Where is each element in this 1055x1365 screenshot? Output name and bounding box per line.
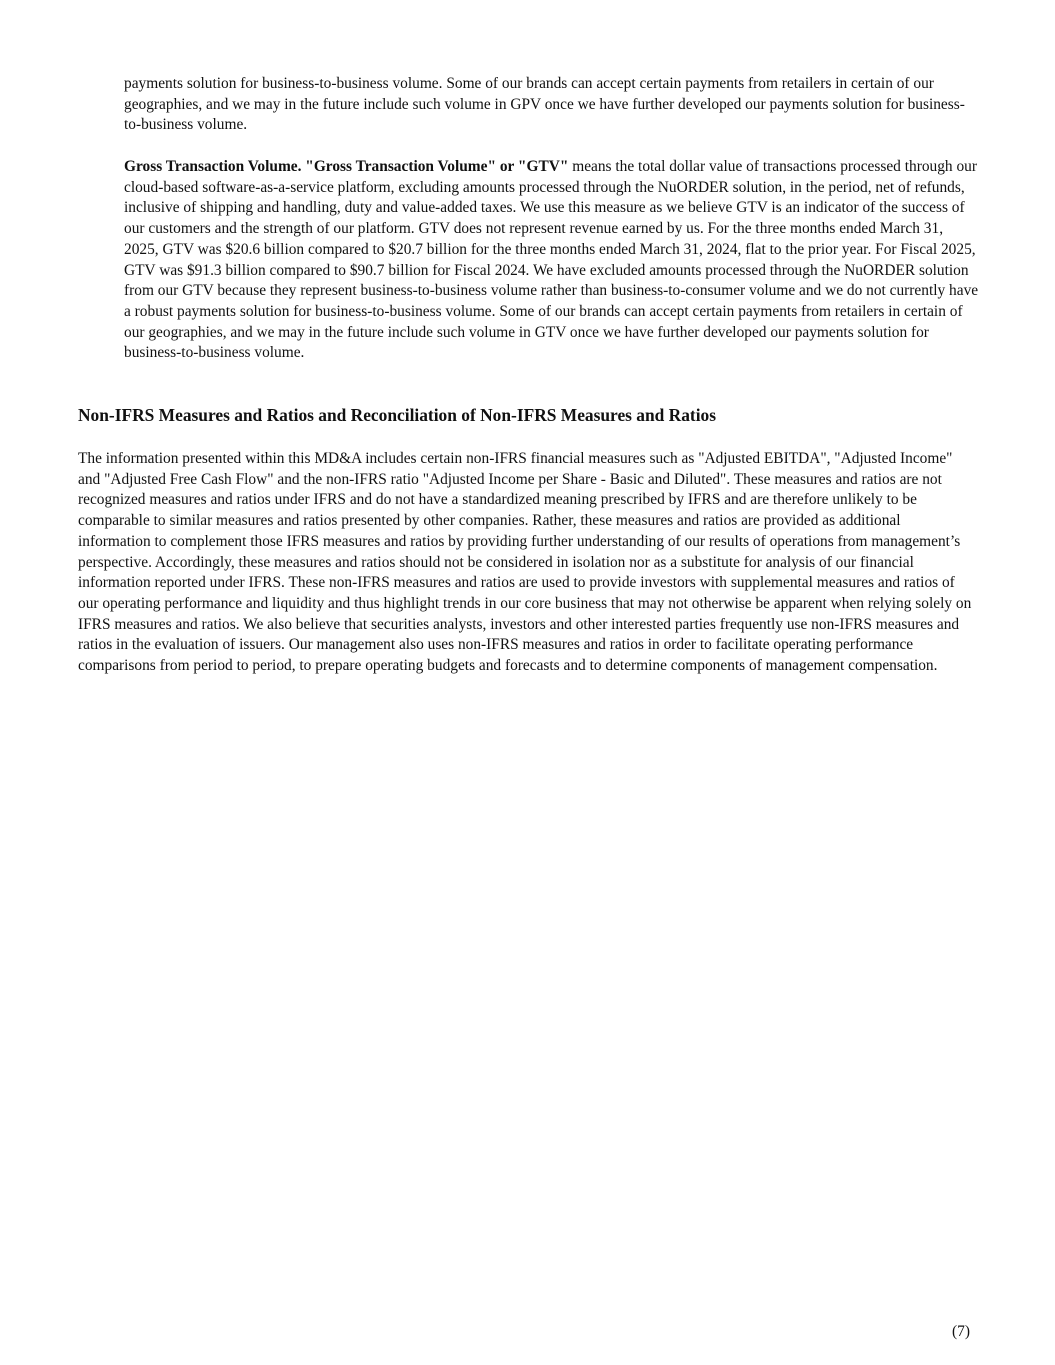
gtv-term: Gross Transaction Volume. "Gross Transaction Volume" or "GTV" [124, 158, 569, 175]
non-ifrs-intro-paragraph: The information presented within this MD&A includes certain non-IFRS financial measures such as "Adjusted EBITDA", "Adjusted Income" and "Adjusted Free Cash Flow" and the non-IFRS ratio "Adjusted Income per Share - Basic and Diluted". These measures and ratios are not recognized measures and ratios under IFRS and do not have a standardized meaning prescribed by IFRS and are therefore unlikely to be comparable to similar measures and ratios presented by other companies. Rather, these measures and ratios are provided as additional information to complement those IFRS measures and ratios by providing further understanding of our results of operations from management’s perspective. Accordingly, these measures and ratios should not be considered in isolation nor as a substitute for analysis of our financial information reported under IFRS. These non-IFRS measures and ratios are used to provide investors with supplemental measures and ratios of our operating performance and liquidity and thus highlight trends in our core business that may not otherwise be apparent when relying solely on IFRS measures and ratios. We also believe that securities analysts, investors and other interested parties frequently use non-IFRS measures and ratios in the evaluation of issuers. Our management also uses non-IFRS measures and ratios in order to facilitate operating performance comparisons from period to period, to prepare operating budgets and forecasts and to determine components of management compensation. [78, 450, 972, 675]
section-heading: Non-IFRS Measures and Ratios and Reconciliation of Non-IFRS Measures and Ratios [78, 405, 717, 425]
gtv-definition-paragraph [124, 157, 980, 364]
gtv-definition-text: means the total dollar value of transactions processed through our cloud-based software-as-a-service platform, excluding amounts processed through the NuORDER solution, in the period, net of refunds, inclusive of shipping and handling, duty and value-added taxes. We use this measure as we believe GTV is an indicator of the success of our customers and the strength of our platform. GTV does not represent revenue earned by us. For the three months ended March 31, 2025, GTV was $20.6 billion compared to $20.7 billion for the three months ended March 31, 2024, flat to the prior year. For Fiscal 2025, GTV was $91.3 billion compared to $90.7 billion for Fiscal 2024. We have excluded amounts processed through the NuORDER solution from our GTV because they represent business-to-business volume rather than business-to-consumer volume and we do not currently have a robust payments solution for business-to-business volume. Some of our brands can accept certain payments from retailers in certain of our geographies, and we may in the future include such volume in GTV once we have further developed our payments solution for business-to-business volume. [124, 158, 979, 362]
page-number: (7) [952, 1323, 970, 1340]
gpv-continuation-paragraph: payments solution for business-to-business volume. Some of our brands can accept certain payments from retailers in certain of our geographies, and we may in the future include such volume in GPV once we have further developed our payments solution for business-to-business volume. [124, 75, 965, 134]
